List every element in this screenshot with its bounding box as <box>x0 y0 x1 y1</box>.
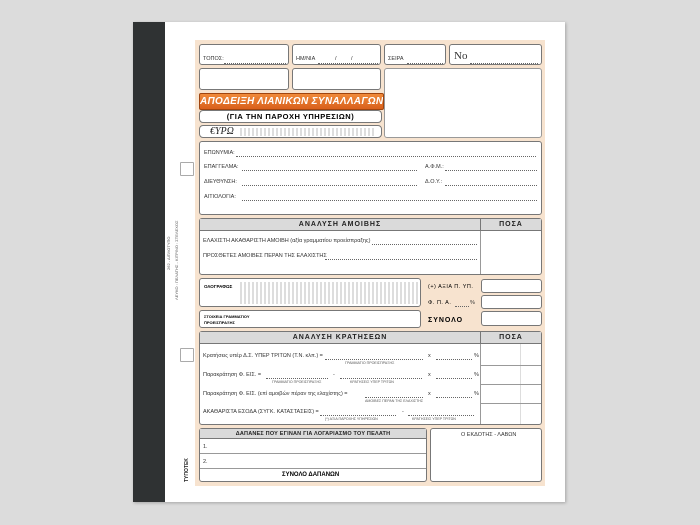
issuer-details-box-1[interactable] <box>199 68 289 90</box>
deductions-section <box>199 331 542 425</box>
expenses-total-label: ΣΥΝΟΛΟ ΔΑΠΑΝΩΝ <box>282 472 340 478</box>
copy-checkbox-1[interactable] <box>180 162 194 176</box>
deduction-row-1-note: ΓΡΑΜΜΑΤΙΟ ΠΡΟΕΙΣΠΡΑΞΗΣ <box>345 361 395 365</box>
document-subtitle: (ΓΙΑ ΤΗΝ ΠΑΡΟΧΗ ΥΠΗΡΕΣΙΩΝ) <box>199 110 382 123</box>
number-label: Νο <box>454 50 468 62</box>
currency-field[interactable] <box>199 125 382 138</box>
deduction-row-1-label: Κρατήσεις υπέρ Δ.Σ. ΥΠΕΡ ΤΡΙΤΩΝ (Τ.Ν. κλπ.) = <box>203 353 323 359</box>
amount-in-words-box[interactable] <box>199 278 421 307</box>
min-fee-label: ΕΛΑΧΙΣΤΗ ΑΚΑΘΑΡΙΣΤΗ ΑΜΟΙΒΗ (αξία γραμματίου προείσπραξης) <box>203 238 371 244</box>
issuer-details-box-2[interactable] <box>292 68 381 90</box>
service-value-label: (+) ΑΞΙΑ Π. ΥΠ. <box>428 284 474 290</box>
place-label: ΤΟΠΟΣ: <box>203 56 224 62</box>
series-label: ΣΕΙΡΑ <box>388 56 404 62</box>
vat-percent-sign: % <box>470 300 475 306</box>
deduction-row-1-x: x <box>428 353 431 359</box>
side-code-text: 262 - ΔΙΠΛΟΤΥΠΟ <box>166 236 171 270</box>
customer-name-label: ΕΠΩΝΥΜΙΑ: <box>204 150 235 156</box>
deductions-title: ΑΝΑΛΥΣΗ ΚΡΑΤΗΣΕΩΝ <box>200 332 480 344</box>
deduction-row-4-note-a: (*) ΑΞΙΑ ΠΑΡΟΧΗΣ ΥΠΗΡΕΣΙΩΝ <box>325 417 378 421</box>
book-spine <box>133 22 165 502</box>
address-label: ΔΙΕΥΘΥΝΣΗ: <box>204 179 237 185</box>
deduction-row-4-note-b: ΚΡΑΤΗΣΕΙΣ ΥΠΕΡ ΤΡΙΤΩΝ <box>412 417 456 421</box>
vat-label: Φ. Π. Α. <box>428 300 452 306</box>
deduction-row-2-label: Παρακράτηση Φ. ΕΙΣ. = <box>203 372 262 378</box>
deduction-row-4-minus: - <box>402 409 404 415</box>
total-amount-field[interactable] <box>481 311 542 326</box>
series-field[interactable] <box>384 44 446 65</box>
fee-analysis-section <box>199 218 542 275</box>
amount-box[interactable] <box>240 128 375 136</box>
deduction-row-3-label: Παρακράτηση Φ. ΕΙΣ. (επί αμοιβών πέραν της ελαχίστης) = <box>203 391 348 397</box>
total-label: ΣΥΝΟΛΟ <box>428 317 464 324</box>
receipt-info-label-1: ΣΤΟΙΧΕΙΑ ΓΡΑΜΜΑΤΙΟΥ <box>204 314 250 319</box>
vat-number-label: Α.Φ.Μ.: <box>425 164 444 170</box>
copy-checkbox-2[interactable] <box>180 348 194 362</box>
side-copies-text: ΛΕΥΚΟ : ΠΕΛΑΤΗΣ - ΚΙΤΡΙΝΟ : ΣΤΕΛΕΧΟΣ <box>174 220 179 300</box>
deduction-row-2-minus: - <box>333 372 335 378</box>
customer-details-section <box>199 141 542 215</box>
fee-analysis-title: ΑΝΑΛΥΣΗ ΑΜΟΙΒΗΣ <box>200 219 480 231</box>
value-amount-field[interactable] <box>481 279 542 293</box>
deduction-row-2-x: x <box>428 372 431 378</box>
expense-row-1: 1. <box>203 444 208 450</box>
currency-label: €ΥΡΩ <box>210 126 234 137</box>
deduction-row-2-note-a: ΓΡΑΜΜΑΤΙΟ ΠΡΟΕΙΣΠΡΑΞΗΣ <box>272 380 322 384</box>
vat-amount-field[interactable] <box>481 295 542 309</box>
stamp-area <box>384 68 542 138</box>
fee-amount-header: ΠΟΣΑ <box>480 219 541 231</box>
tax-office-label: Δ.Ο.Υ.: <box>425 179 443 185</box>
expense-row-2: 2. <box>203 459 208 465</box>
reason-label: ΑΙΤΙΟΛΟΓΙΑ: <box>204 194 236 200</box>
receipt-info-box[interactable] <box>199 310 421 328</box>
deduction-row-2-percent: % <box>474 372 479 378</box>
deductions-amount-header: ΠΟΣΑ <box>480 332 541 344</box>
profession-label: ΕΠΑΓΓΕΛΜΑ: <box>204 164 239 170</box>
deduction-row-3-percent: % <box>474 391 479 397</box>
brand-logo: ΤΥΠΟΤΕΚ <box>184 458 190 482</box>
place-field[interactable] <box>199 44 289 65</box>
issuer-signature-label: Ο ΕΚΔΟΤΗΣ - ΛΑΒΩΝ <box>461 432 517 438</box>
date-label: ΗΜ/ΝΙΑ <box>296 56 316 62</box>
deduction-row-4-label: ΑΚΑΘΑΡΙΣΤΑ ΕΣΟΔΑ (ΣΥΓΚ. ΚΑΤΑΣΤΑΣΕΙΣ) = <box>203 409 319 415</box>
date-separator-2: / <box>351 56 353 62</box>
expenses-section <box>199 428 427 482</box>
deduction-row-1-percent: % <box>474 353 479 359</box>
receipt-info-label-2: ΠΡΟΕΙΣΠΡΑΞΗΣ <box>204 320 235 325</box>
date-separator-1: / <box>335 56 337 62</box>
deduction-row-3-note: ΑΜΟΙΒΕΣ ΠΕΡΑΝ ΤΗΣ ΕΛΑΧΙΣΤΗΣ <box>365 399 424 403</box>
date-field[interactable] <box>292 44 381 65</box>
deduction-row-3-x: x <box>428 391 431 397</box>
in-words-label: ΟΛΟΓΡΑΦΩΣ <box>204 284 233 289</box>
extra-fee-label: ΠΡΟΣΘΕΤΕΣ ΑΜΟΙΒΕΣ ΠΕΡΑΝ ΤΗΣ ΕΛΑΧΙΣΤΗΣ <box>203 253 327 259</box>
issuer-signature-box[interactable] <box>430 428 542 482</box>
deduction-row-2-note-b: ΚΡΑΤΗΣΕΙΣ ΥΠΕΡ ΤΡΙΤΩΝ <box>350 380 394 384</box>
expenses-title: ΔΑΠΑΝΕΣ ΠΟΥ ΕΓΙΝΑΝ ΓΙΑ ΛΟΓΑΡΙΑΣΜΟ ΤΟΥ ΠΕΛΑΤΗ <box>200 429 426 439</box>
number-field[interactable] <box>449 44 542 65</box>
document-title: ΑΠΟΔΕΙΞΗ ΛΙΑΝΙΚΩΝ ΣΥΝΑΛΛΑΓΩΝ <box>199 93 384 110</box>
